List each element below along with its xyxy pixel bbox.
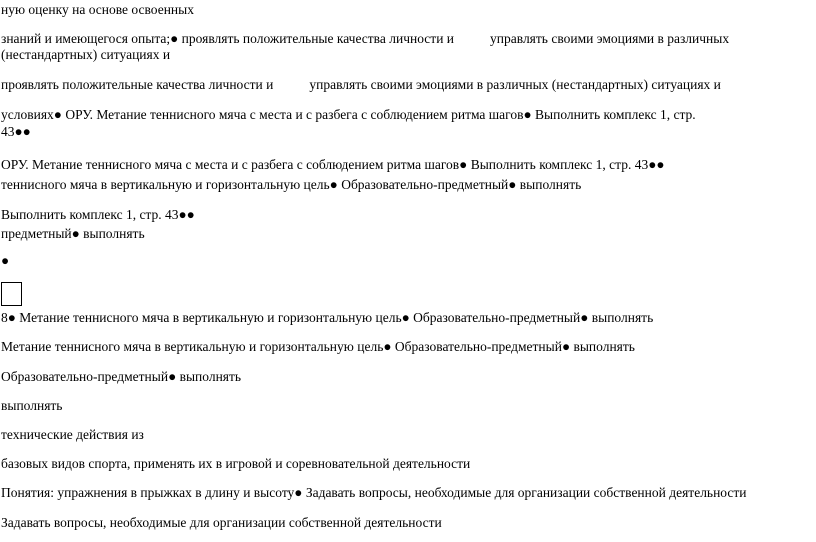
text-line	[1, 31, 729, 47]
text-line: Понятия: упражнения в прыжках в длину и высоту● Задавать вопросы, необходимые для организации собственной деятельности	[1, 485, 747, 500]
text-line: (нестандартных) ситуациях и	[1, 47, 171, 62]
text-line: базовых видов спорта, применять их в игровой и соревновательной деятельности	[1, 456, 471, 471]
text-line: Метание теннисного мяча в вертикальную и горизонтальную цель● Образовательно-предметный● выполнять	[1, 339, 635, 354]
text-line: ОРУ. Метание теннисного мяча с места и с разбега с соблюдением ритма шагов● Выполнить комплекс 1, стр. 43●●	[1, 157, 665, 172]
text-line	[1, 77, 721, 93]
empty-box	[1, 282, 22, 306]
text-line: Задавать вопросы, необходимые для организации собственной деятельности	[1, 515, 442, 530]
text-fragment: знаний и имеющегося опыта;● проявлять положительные качества личности и	[1, 31, 455, 46]
text-line: технические действия из	[1, 427, 144, 442]
text-line: выполнять	[1, 398, 63, 413]
text-line: предметный● выполнять	[1, 226, 145, 241]
text-fragment: проявлять положительные качества личности и	[1, 77, 274, 92]
text-line: Выполнить комплекс 1, стр. 43●●	[1, 207, 195, 222]
text-line: 8● Метание теннисного мяча в вертикальную и горизонтальную цель● Образовательно-предметный● выполнять	[1, 310, 654, 325]
text-line: теннисного мяча в вертикальную и горизонтальную цель● Образовательно-предметный● выполнять	[1, 177, 582, 192]
text-line: условиях● ОРУ. Метание теннисного мяча с места и с разбега с соблюдением ритма шагов● Выполнить комплекс 1, стр.	[1, 107, 696, 122]
text-line: ную оценку на основе освоенных	[1, 2, 194, 17]
text-line: Образовательно-предметный● выполнять	[1, 369, 242, 384]
text-line: 43●●	[1, 124, 31, 139]
text-fragment: управлять своими эмоциями в различных	[490, 31, 730, 46]
bullet-line: ●	[1, 253, 10, 268]
text-fragment: управлять своими эмоциями в различных (нестандартных) ситуациях и	[309, 77, 721, 92]
